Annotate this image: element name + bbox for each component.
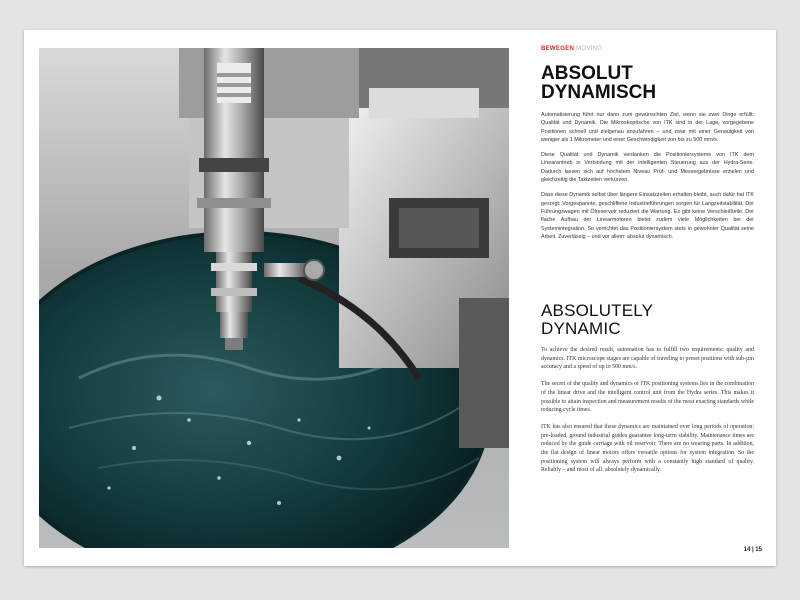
headline-english-line1: ABSOLUTELY <box>541 301 654 320</box>
headline-english-line2: DYNAMIC <box>541 319 621 338</box>
machine-photo-illustration <box>39 48 509 548</box>
headline-english <box>541 302 754 338</box>
brochure-spread <box>24 30 776 566</box>
german-text-column <box>541 46 754 248</box>
page-numbers: 14 | 15 <box>743 547 762 553</box>
paragraph-de-3: Dass diese Dynamik selbst über längere Einsatzzeiten erhalten bleibt, auch dafür hat ITK gesorgt: Vorgespannte, geschliffene Industrieführungen sorgen für Langzeitstabilität. Der Führungswagen mit Ölreservoir reduziert die Wartung. Es gibt keine Verschleißteile. Der flache Aufbau der Linearmotoren bietet zudem viele Möglichkeiten bei der Systemintegration. So verrichtet das Positioniersystem stets in gewohnter Qualität seine Arbeit. Zuverlässig – und vor allem: absolut dynamisch. <box>541 192 754 240</box>
paragraph-de-2: Diese Qualität und Dynamik verdanken die Positioniersysteme von ITK dem Linearantrieb in Verbindung mit der intelligenten Steuerung aus der Hydra-Serie. Dadurch lassen sich auf höchstem Niveau Prüf- und Messergebnisse erzielen und gleichzeitig die Taktzeiten verkürzen. <box>541 152 754 184</box>
paragraph-de-1: Automatisierung führt nur dann zum gewünschten Ziel, wenn sie zwei Dinge erfüllt: Qualität und Dynamik. Die Mikroskoptische von ITK sind in der Lage, vorgegebene Positionen schnell und zielgenau anzufahren – und zwar mit einer Genauigkeit von weniger als 1 Mikrometer und einer Geschwindigkeit von bis zu 500 mm/s. <box>541 112 754 143</box>
headline-german-line2: DYNAMISCH <box>541 82 657 103</box>
section-tag <box>541 46 754 52</box>
headline-german-line1: ABSOLUT <box>541 63 633 84</box>
headline-german <box>541 64 754 102</box>
paragraph-en-3: ITK has also ensured that these dynamics are maintained over long periods of operation: pre-loaded, ground industrial guides guarantee long-term stability. Maintenance times are reduced by the guide carriage with oil reservoir. There are no wearing parts. In addition, the flat design of linear motors offers versatile options for system integration. So the positioning system will always perform with a constantly high standard of quality. Reliably – and most of all: absolutely dynamically. <box>541 423 754 474</box>
paragraph-en-1: To achieve the desired result, automation has to fulfill two requirements: quality and dynamics. ITK microscope stages are capable of traveling to preset positions with sub-µm accuracy and a speed of up to 500 mm/s. <box>541 347 754 371</box>
machine-photo <box>39 48 509 548</box>
body-english <box>541 346 754 483</box>
body-german <box>541 111 754 241</box>
section-label-en: MOVING <box>576 46 603 52</box>
section-label-de: BEWEGEN <box>541 46 575 52</box>
paragraph-en-2: The secret of the quality and dynamics of ITK positioning systems lies in the combination of the linear drive and the intelligent control unit from the Hydra series. This makes it possible to attain inspection and measurement results of the most exacting standards while reducing cycle times. <box>541 381 754 414</box>
